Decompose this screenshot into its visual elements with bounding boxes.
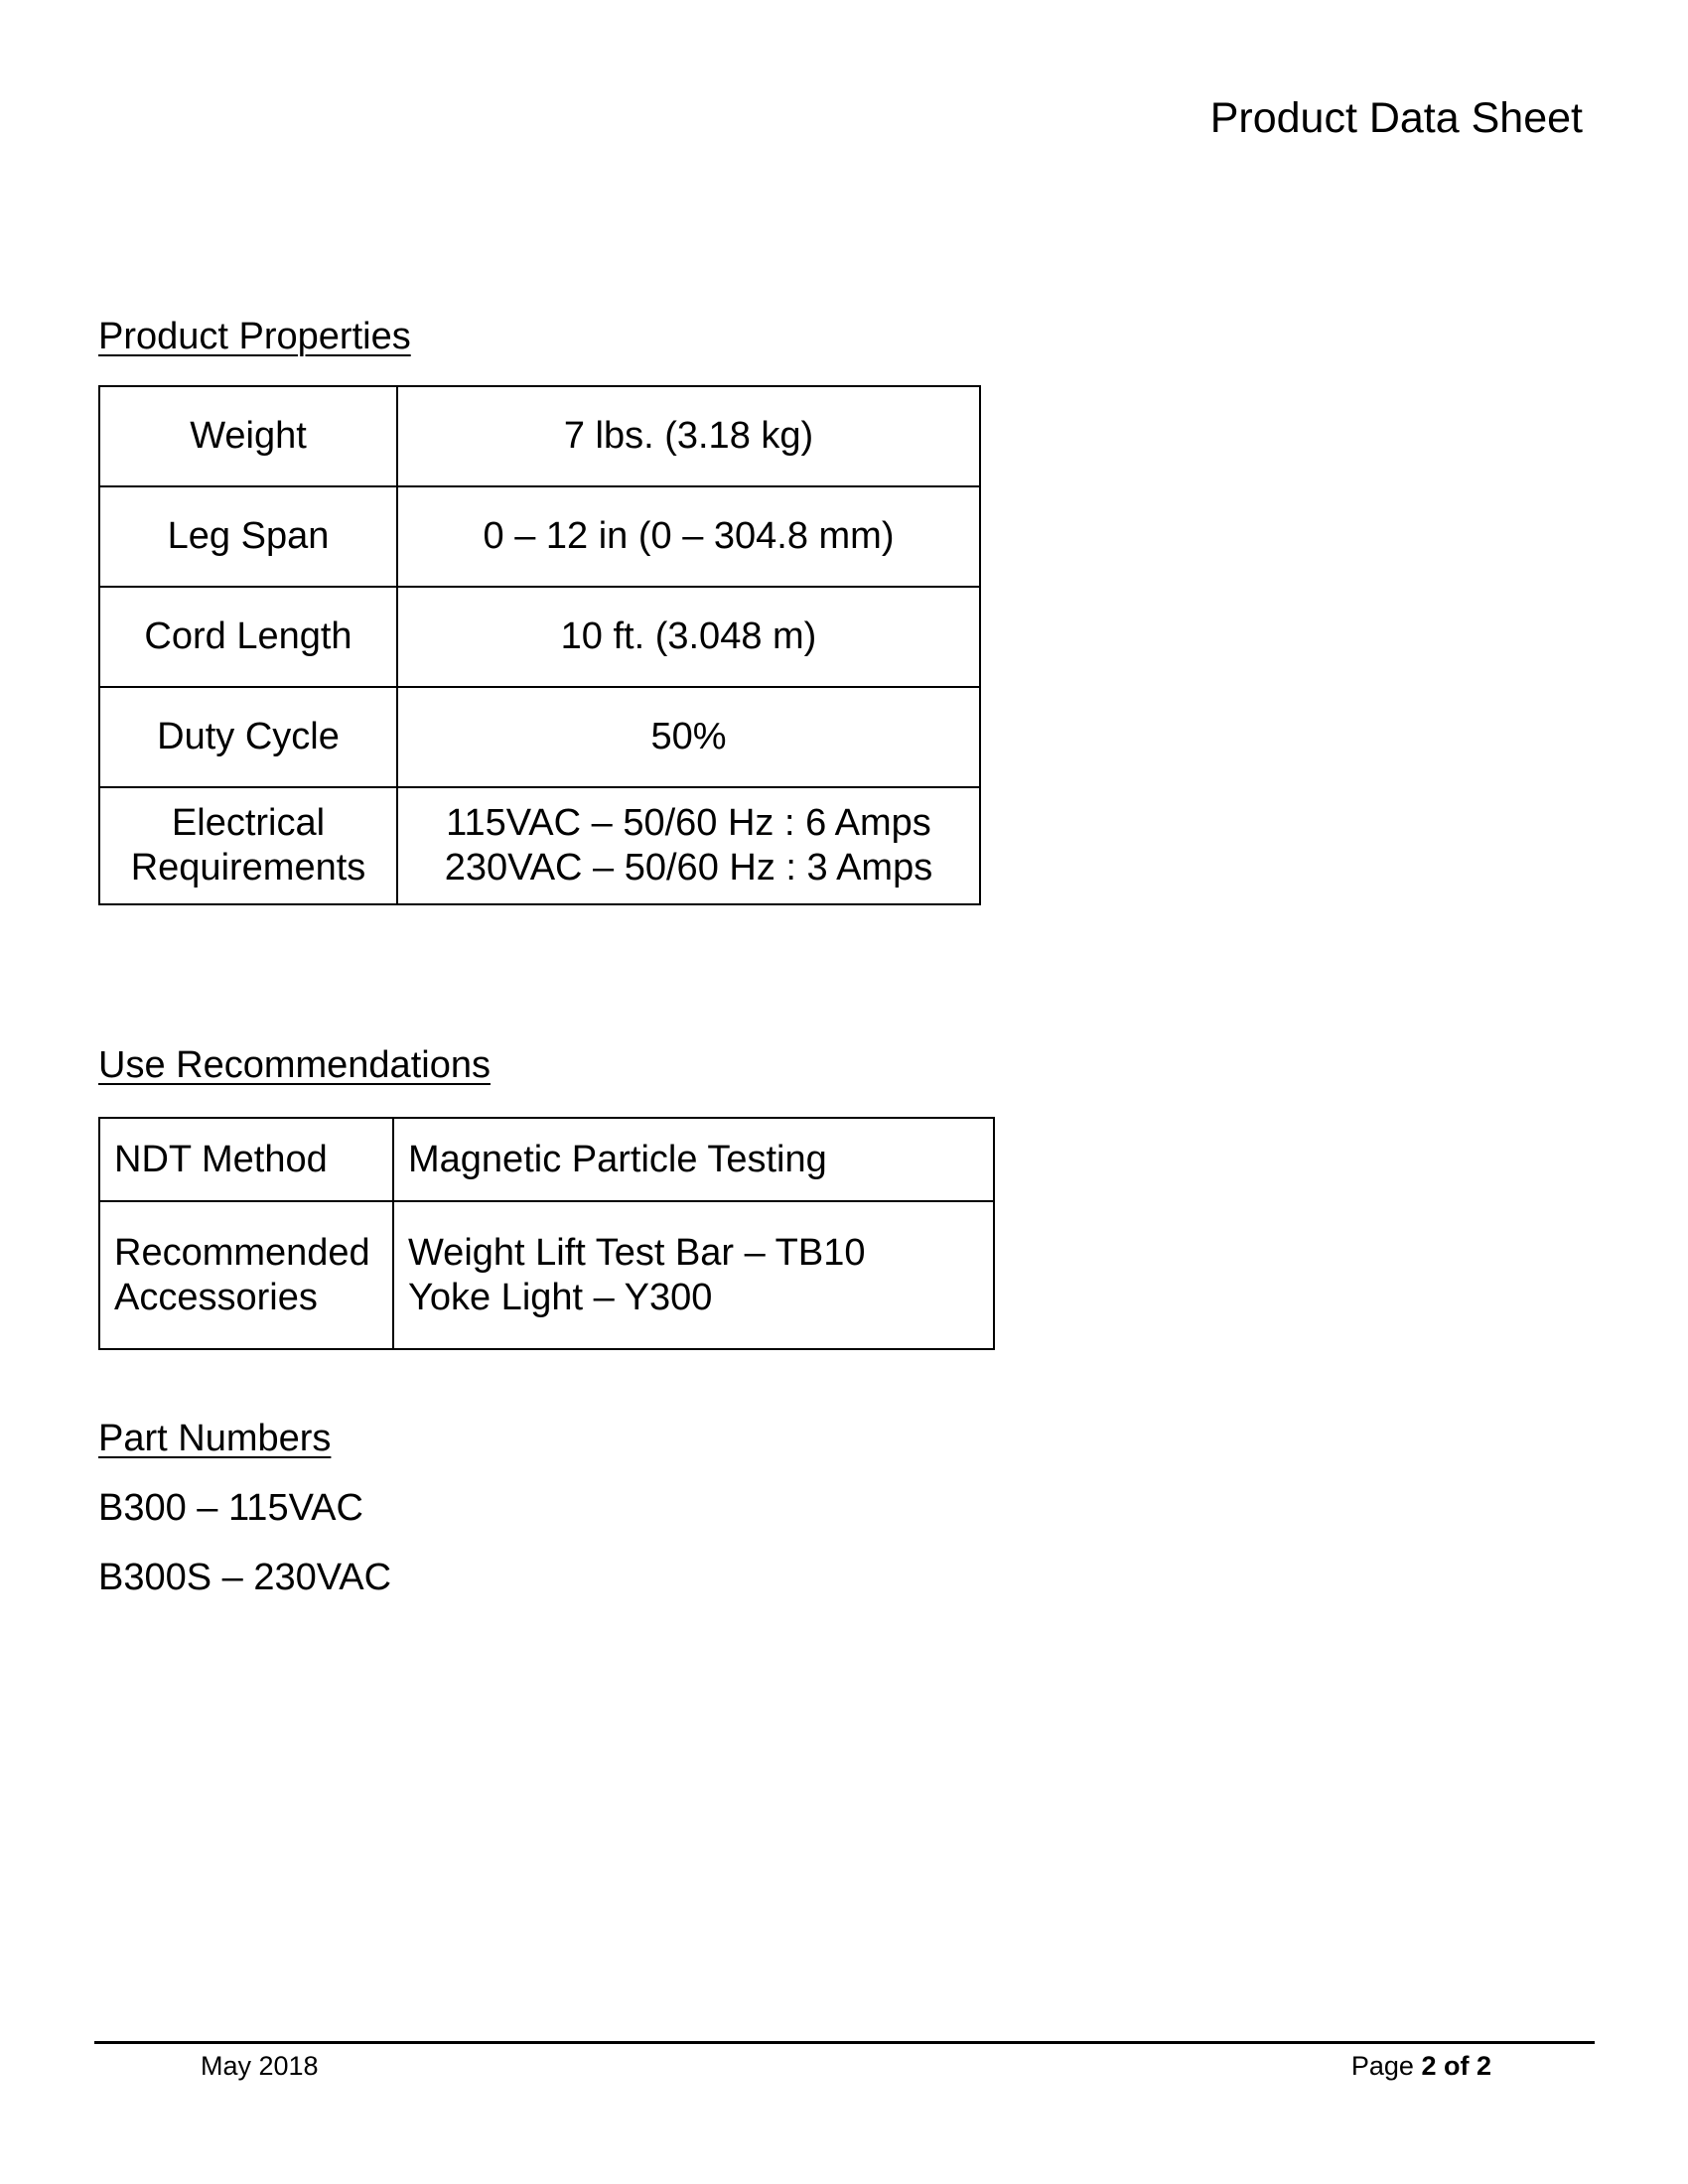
table-row	[99, 787, 980, 904]
property-label-line: Requirements	[130, 847, 366, 888]
property-value-line: 115VAC – 50/60 Hz : 6 Amps	[446, 802, 931, 845]
use-recommendations-table	[98, 1117, 995, 1350]
product-properties-heading: Product Properties	[98, 316, 411, 357]
table-row	[99, 1118, 994, 1201]
property-label: Leg Span	[99, 486, 397, 587]
table-row	[99, 687, 980, 787]
table-row	[99, 1201, 994, 1349]
recommendation-value-line: Weight Lift Test Bar – TB10	[408, 1231, 866, 1274]
footer-divider	[94, 2041, 1595, 2044]
recommendation-value	[393, 1201, 994, 1349]
document-title: Product Data Sheet	[1209, 94, 1583, 142]
recommendation-label-line: Recommended	[114, 1231, 370, 1274]
recommendation-label	[99, 1201, 393, 1349]
property-label: Duty Cycle	[99, 687, 397, 787]
page-of: of	[1436, 2051, 1477, 2081]
property-label: Cord Length	[99, 587, 397, 687]
table-row	[99, 486, 980, 587]
property-value: 50%	[397, 687, 980, 787]
property-label-line: Electrical	[171, 802, 326, 845]
footer-date: May 2018	[201, 2051, 319, 2081]
property-label	[99, 787, 397, 904]
property-value: 7 lbs. (3.18 kg)	[397, 386, 980, 486]
part-number-item: B300 – 115VAC	[98, 1487, 363, 1529]
part-numbers-heading: Part Numbers	[98, 1418, 332, 1459]
recommendation-value-line: Yoke Light – Y300	[408, 1276, 713, 1318]
footer-page-number	[1351, 2053, 1491, 2080]
page-current: 2	[1421, 2051, 1437, 2081]
recommendation-value: Magnetic Particle Testing	[393, 1118, 994, 1201]
property-value: 0 – 12 in (0 – 304.8 mm)	[397, 486, 980, 587]
property-label: Weight	[99, 386, 397, 486]
table-row	[99, 587, 980, 687]
recommendation-label: NDT Method	[99, 1118, 393, 1201]
part-number-item: B300S – 230VAC	[98, 1557, 392, 1598]
table-row	[99, 386, 980, 486]
page-prefix: Page	[1350, 2051, 1422, 2081]
recommendation-label-line: Accessories	[114, 1276, 318, 1318]
use-recommendations-heading: Use Recommendations	[98, 1044, 491, 1086]
property-value: 10 ft. (3.048 m)	[397, 587, 980, 687]
product-properties-table	[98, 385, 981, 905]
property-value	[397, 787, 980, 904]
page-total: 2	[1476, 2051, 1491, 2081]
property-value-line: 230VAC – 50/60 Hz : 3 Amps	[444, 847, 933, 888]
